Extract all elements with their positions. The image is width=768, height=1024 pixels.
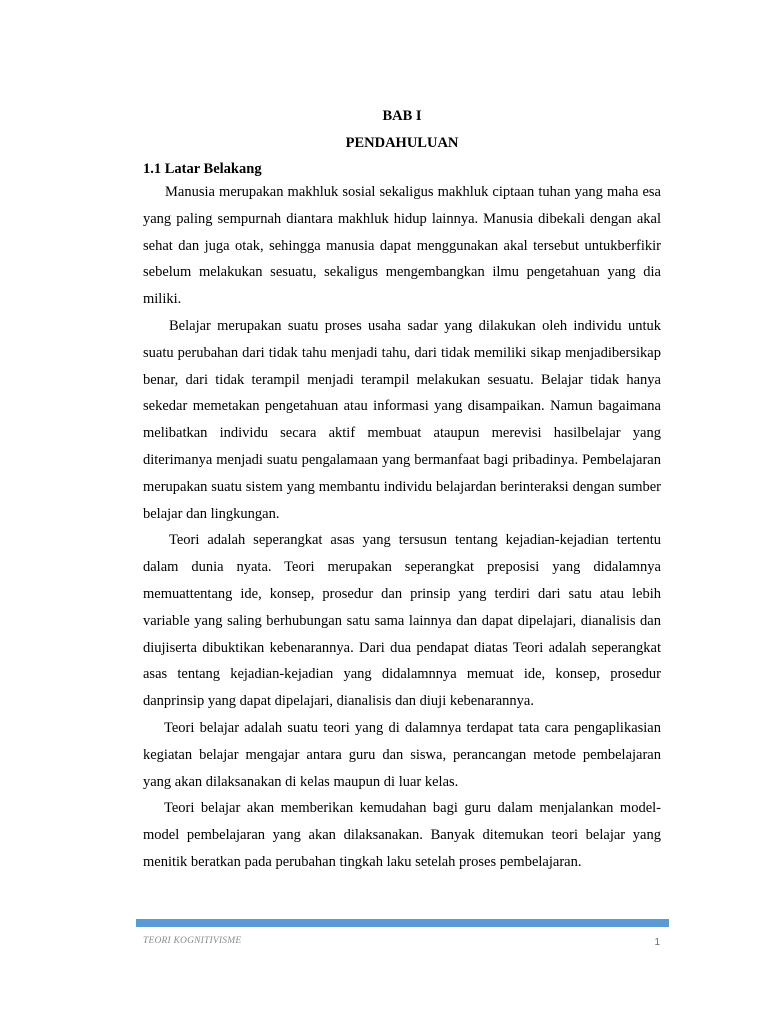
paragraph-1: Manusia merupakan makhluk sosial sekaligus makhluk ciptaan tuhan yang maha esa yang paling sempurnah diantara makhluk hidup lainnya. Manusia dibekali dengan akal sehat dan juga otak, sehingga manusia dapat menggunakan akal tersebut untukberfikir sebelum melakukan sesuatu, sekaligus mengembangkan ilmu pengetahuan yang dia miliki. xyxy=(143,184,661,308)
paragraph-5: Teori belajar akan memberikan kemudahan bagi guru dalam menjalankan model-model pembelajaran yang akan dilaksanakan. Banyak ditemukan teori belajar yang menitik beratkan pada perubahan tingkah laku setelah proses pembelajaran. xyxy=(143,800,661,870)
footer-divider-bar xyxy=(136,919,669,927)
footer-title: TEORI KOGNITIVISME xyxy=(143,936,242,946)
document-body xyxy=(143,106,661,876)
chapter-number: BAB I xyxy=(382,108,422,124)
page-number: 1 xyxy=(654,937,660,948)
paragraph-3: Teori adalah seperangkat asas yang tersusun tentang kejadian-kejadian tertentu dalam dunia nyata. Teori merupakan seperangkat preposisi yang didalamnya memuattentang ide, konsep, prosedur dan prinsip yang terdiri dari satu atau lebih variable yang saling berhubungan satu sama lainnya dan dapat dipelajari, dianalisis dan diujiserta dibuktikan kebenarannya. Dari dua pendapat diatas Teori adalah seperangkat asas tentang kejadian-kejadian yang didalamnnya memuat ide, konsep, prosedur danprinsip yang dapat dipelajari, dianalisis dan diuji kebenarannya. xyxy=(143,532,661,710)
chapter-title: PENDAHULUAN xyxy=(345,135,459,151)
paragraph-2: Belajar merupakan suatu proses usaha sadar yang dilakukan oleh individu untuk suatu perubahan dari tidak tahu menjadi tahu, dari tidak memiliki sikap menjadibersikap benar, dari tidak terampil menjadi terampil melakukan sesuatu. Belajar tidak hanya sekedar memetakan pengetahuan atau informasi yang disampaikan. Namun bagaimana melibatkan individu secara aktif membuat ataupun merevisi hasilbelajar yang diterimanya menjadi suatu pengalamaan yang bermanfaat bagi pribadinya. Pembelajaran merupakan suatu sistem yang membantu individu belajardan berinteraksi dengan sumber belajar dan lingkungan. xyxy=(143,317,661,522)
paragraph-4: Teori belajar adalah suatu teori yang di dalamnya terdapat tata cara pengaplikasian kegiatan belajar mengajar antara guru dan siswa, perancangan metode pembelajaran yang akan dilaksanakan di kelas maupun di luar kelas. xyxy=(143,719,661,790)
section-heading: 1.1 Latar Belakang xyxy=(143,161,262,177)
